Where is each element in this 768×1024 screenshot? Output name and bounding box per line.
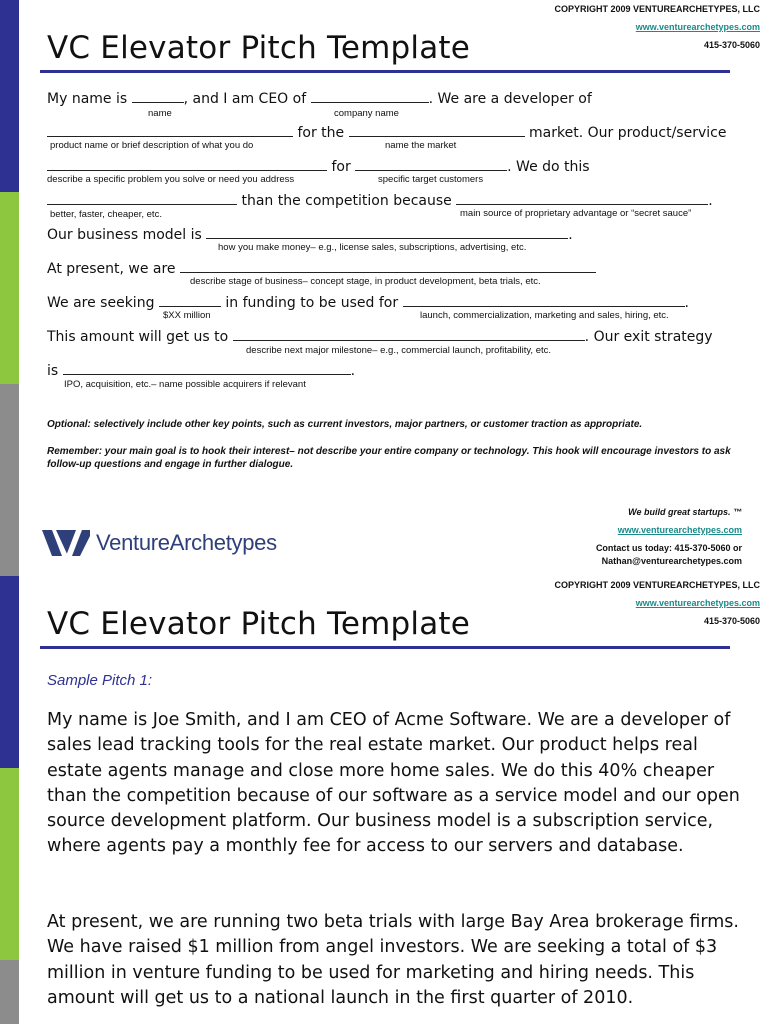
line-text: , and I am CEO of — [183, 91, 307, 107]
side-bar-blue — [0, 0, 19, 192]
template-line-2 — [47, 124, 726, 141]
template-line-3 — [47, 158, 590, 175]
hint-amount: $XX million — [163, 310, 211, 321]
line-text: in funding to be used for — [225, 295, 399, 311]
line-text: . — [350, 363, 356, 379]
blank-use-of-funds[interactable] — [403, 294, 685, 307]
template-line-1 — [47, 90, 592, 107]
hint-name: name — [148, 108, 172, 119]
side-bar-blue — [0, 576, 19, 768]
sample-paragraph-1: My name is Joe Smith, and I am CEO of Acme Software. We are a developer of sales lead tracking tools for the real estate market. Our product helps real estate agents manage and close more home sales. We do this 40% cheaper than the competition because of our software as a service model and our open source development platform. Our business model is a subscription service, where agents pay a monthly fee for access to our servers and database. — [47, 710, 740, 857]
hint-secret-sauce: main source of proprietary advantage or “secret sauce” — [460, 208, 692, 219]
logo-mark-icon — [42, 530, 90, 556]
page-title: VC Elevator Pitch Template — [47, 30, 471, 66]
hint-company: company name — [334, 108, 399, 119]
blank-business-model[interactable] — [206, 226, 568, 239]
hint-milestone: describe next major milestone– e.g., commercial launch, profitability, etc. — [246, 345, 552, 356]
blank-market[interactable] — [349, 124, 525, 137]
hint-use-of-funds: launch, commercialization, marketing and sales, hiring, etc. — [420, 310, 669, 321]
phone-text: 415-370-5060 — [703, 40, 760, 50]
copyright-text: COPYRIGHT 2009 VENTUREARCHETYPES, LLC — [554, 580, 760, 590]
hint-exit: IPO, acquisition, etc.– name possible acquirers if relevant — [64, 379, 306, 390]
line-text: . — [708, 193, 713, 209]
template-line-4 — [47, 192, 713, 209]
template-line-6 — [47, 260, 596, 277]
title-rule — [40, 70, 730, 73]
blank-company[interactable] — [311, 90, 429, 103]
line-text: . — [568, 227, 573, 243]
template-line-5 — [47, 226, 573, 243]
line-text: We are seeking — [47, 295, 155, 311]
line-text: Our business model is — [47, 227, 202, 243]
template-line-7 — [47, 294, 689, 311]
side-bar-gray — [0, 384, 19, 576]
side-bar-green — [0, 192, 19, 384]
blank-customers[interactable] — [355, 158, 507, 171]
sample-pitch-label: Sample Pitch 1: — [47, 672, 153, 689]
hint-product: product name or brief description of what you do — [50, 140, 254, 151]
line-text: My name is — [47, 91, 128, 107]
contact-text: Contact us today: 415-370-5060 or — [595, 543, 742, 553]
remember-note: Remember: your main goal is to hook their interest– not describe your entire company or technology. This hook will encourage investors to ask follow-up questions and engage in further dialogue. — [47, 446, 731, 470]
blank-stage[interactable] — [180, 260, 596, 273]
blank-name[interactable] — [132, 90, 184, 103]
line-text: . We are a developer of — [428, 91, 592, 107]
optional-note: Optional: selectively include other key points, such as current investors, major partners, or customer traction as appropriate. — [47, 419, 643, 430]
hint-stage: describe stage of business– concept stage, in product development, beta trials, etc. — [190, 276, 541, 287]
line-text: than the competition because — [241, 193, 452, 209]
line-text: . We do this — [507, 159, 590, 175]
template-line-9 — [47, 362, 355, 379]
contact-email: Nathan@venturearchetypes.com — [601, 556, 742, 566]
blank-milestone[interactable] — [233, 328, 585, 341]
side-bar-gray — [0, 960, 19, 1024]
line-text: . Our exit strategy — [584, 329, 713, 345]
tagline: We build great startups. ™ — [628, 507, 742, 517]
line-text: for the — [297, 125, 345, 141]
line-text: This amount will get us to — [47, 329, 229, 345]
side-bar-green — [0, 768, 19, 960]
footer-website-link[interactable]: www.venturearchetypes.com — [617, 525, 742, 535]
page-title-2: VC Elevator Pitch Template — [47, 606, 471, 642]
line-text: At present, we are — [47, 261, 176, 277]
title-rule-2 — [40, 646, 730, 649]
sample-paragraph-2: At present, we are running two beta trials with large Bay Area brokerage firms. We have raised $1 million from angel investors. We are seeking a total of $3 million in venture funding to be used for marketing and hiring needs. This amount will get us to a national launch in the first quarter of 2010. — [47, 912, 739, 1008]
line-text: is — [47, 363, 59, 379]
logo-wordmark: VentureArchetypes — [96, 530, 277, 555]
header-copyright-block — [554, 3, 760, 52]
line-text: for — [331, 159, 351, 175]
blank-product[interactable] — [47, 124, 293, 137]
hint-better: better, faster, cheaper, etc. — [50, 209, 162, 220]
copyright-text: COPYRIGHT 2009 VENTUREARCHETYPES, LLC — [554, 4, 760, 14]
blank-better[interactable] — [47, 192, 237, 205]
footer-contact-block — [596, 506, 742, 568]
website-link[interactable]: www.venturearchetypes.com — [635, 22, 760, 32]
hint-market: name the market — [385, 140, 457, 151]
phone-text: 415-370-5060 — [703, 616, 760, 626]
header-copyright-block-2 — [554, 579, 760, 628]
line-text: market. Our product/service — [529, 125, 727, 141]
hint-business-model: how you make money– e.g., license sales, subscriptions, advertising, etc. — [218, 242, 527, 253]
blank-exit[interactable] — [63, 362, 351, 375]
blank-secret-sauce[interactable] — [456, 192, 708, 205]
line-text: . — [684, 295, 689, 311]
website-link[interactable]: www.venturearchetypes.com — [635, 598, 760, 608]
hint-problem: describe a specific problem you solve or need you address — [47, 174, 295, 185]
blank-problem[interactable] — [47, 158, 327, 171]
template-line-8 — [47, 328, 713, 345]
hint-customers: specific target customers — [378, 174, 484, 185]
venturearchetypes-logo — [42, 530, 277, 556]
blank-amount[interactable] — [159, 294, 221, 307]
